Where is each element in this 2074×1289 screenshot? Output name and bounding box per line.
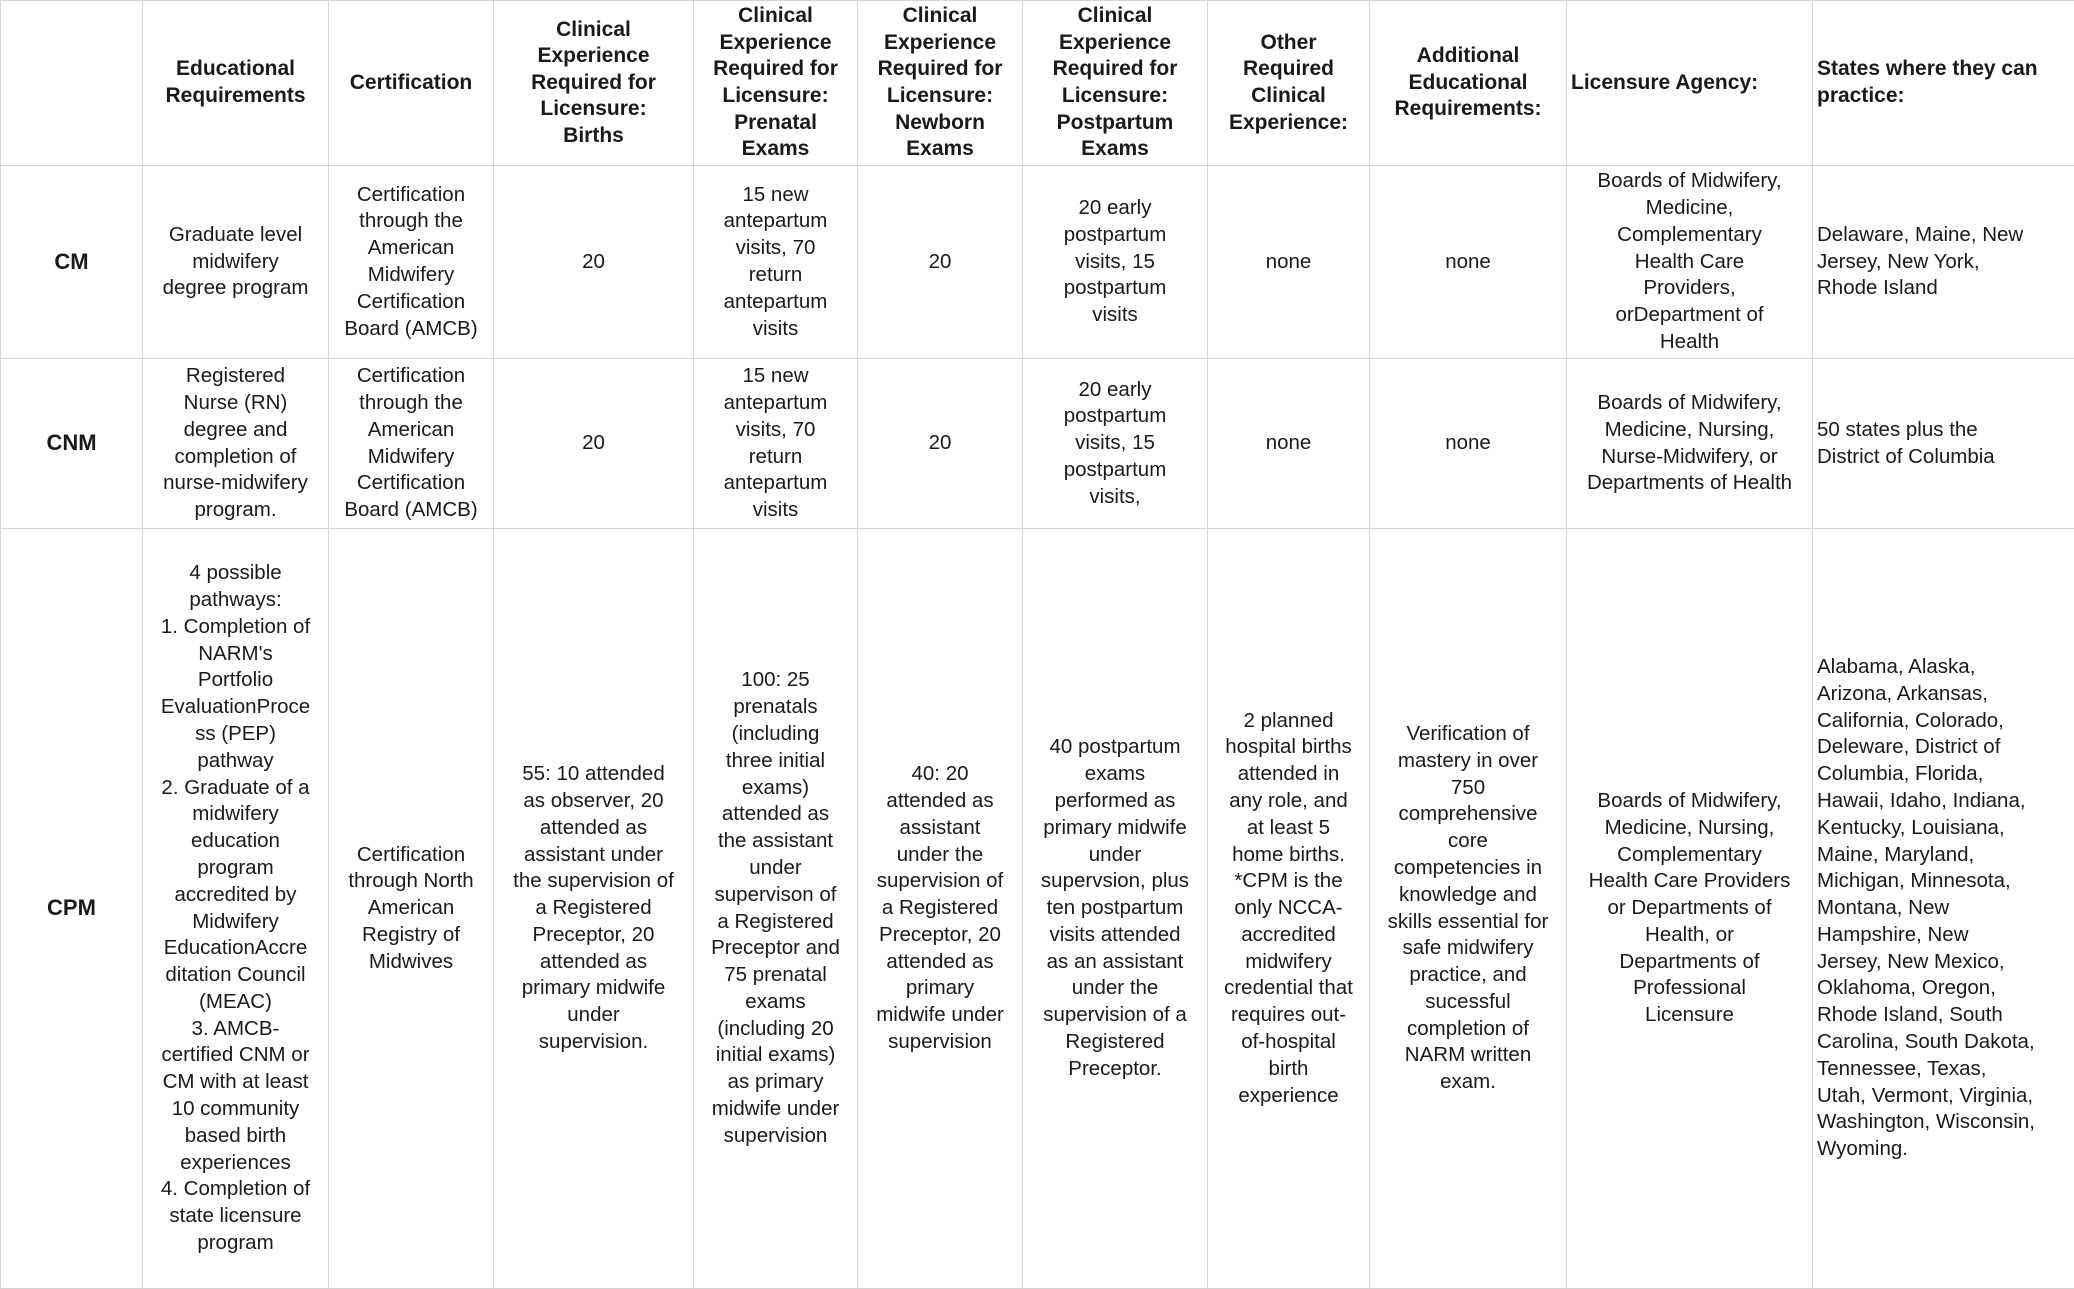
cm-postpartum-cell: 20 early postpartum visits, 15 postpartum visits [1023, 166, 1208, 359]
header-cell-corner [1, 1, 143, 166]
cpm-prenatal-cell: 100: 25 prenatals (including three initial exams) attended as the assistant under supervison of a Registered Preceptor and 75 prenatal exams (including 20 initial exams) as primary midwife under supervision [694, 529, 858, 1289]
cnm-prenatal-cell: 15 new antepartum visits, 70 return antepartum visits [694, 359, 858, 529]
cnm-agency-cell: Boards of Midwifery, Medicine, Nursing, Nurse-Midwifery, or Departments of Health [1567, 359, 1813, 529]
header-newborn-exams: Clinical Experience Required for Licensure: Newborn Exams [858, 1, 1023, 166]
cpm-states-cell: Alabama, Alaska, Arizona, Arkansas, California, Colorado, Deleware, District of Columbia, Florida, Hawaii, Idaho, Indiana, Kentucky, Louisiana, Maine, Maryland, Michigan, Minnesota, Montana, New Hampshire, New Jersey, New Mexico, Oklahoma, Oregon, Rhode Island, South Carolina, South Dakota, Tennessee, Texas, Utah, Vermont, Virginia, Washington, Wisconsin, Wyoming. [1813, 529, 2074, 1289]
cm-certification-cell: Certification through the American Midwifery Certification Board (AMCB) [329, 166, 494, 359]
cm-births-cell: 20 [494, 166, 694, 359]
cpm-additional-cell: Verification of mastery in over 750 comprehensive core competencies in knowledge and skills essential for safe midwifery practice, and sucessful completion of NARM written exam. [1370, 529, 1567, 1289]
header-licensure-agency: Licensure Agency: [1567, 1, 1813, 166]
cpm-postpartum-cell: 40 postpartum exams performed as primary midwife under supervsion, plus ten postpartum visits attended as an assistant under the supervision of a Registered Preceptor. [1023, 529, 1208, 1289]
cnm-states-cell: 50 states plus the District of Columbia [1813, 359, 2074, 529]
header-row [1, 1, 2074, 166]
cnm-certification-cell: Certification through the American Midwifery Certification Board (AMCB) [329, 359, 494, 529]
cnm-newborn-cell: 20 [858, 359, 1023, 529]
table-row-cnm [1, 359, 2074, 529]
row-label-cpm: CPM [1, 529, 143, 1289]
cpm-certification-cell: Certification through North American Registry of Midwives [329, 529, 494, 1289]
cnm-births-cell: 20 [494, 359, 694, 529]
header-postpartum-exams: Clinical Experience Required for Licensure: Postpartum Exams [1023, 1, 1208, 166]
header-prenatal-exams: Clinical Experience Required for Licensure: Prenatal Exams [694, 1, 858, 166]
header-states: States where they can practice: [1813, 1, 2074, 166]
cm-prenatal-cell: 15 new antepartum visits, 70 return antepartum visits [694, 166, 858, 359]
header-other-clinical: Other Required Clinical Experience: [1208, 1, 1370, 166]
cpm-agency-cell: Boards of Midwifery, Medicine, Nursing, Complementary Health Care Providers or Departments of Health, or Departments of Professional Licensure [1567, 529, 1813, 1289]
cm-states-cell: Delaware, Maine, New Jersey, New York, Rhode Island [1813, 166, 2074, 359]
header-additional-educational: Additional Educational Requirements: [1370, 1, 1567, 166]
table-row-cm [1, 166, 2074, 359]
row-label-cm: CM [1, 166, 143, 359]
cm-other-cell: none [1208, 166, 1370, 359]
row-label-cnm: CNM [1, 359, 143, 529]
cnm-postpartum-cell: 20 early postpartum visits, 15 postpartum visits, [1023, 359, 1208, 529]
cnm-educational-cell: Registered Nurse (RN) degree and completion of nurse-midwifery program. [143, 359, 329, 529]
cm-newborn-cell: 20 [858, 166, 1023, 359]
cpm-other-cell: 2 planned hospital births attended in any role, and at least 5 home births. *CPM is the only NCCA- accredited midwifery credential that requires out- of-hospital birth experience [1208, 529, 1370, 1289]
header-births: Clinical Experience Required for Licensure: Births [494, 1, 694, 166]
cnm-additional-cell: none [1370, 359, 1567, 529]
header-certification: Certification [329, 1, 494, 166]
cm-agency-cell: Boards of Midwifery, Medicine, Complementary Health Care Providers, orDepartment of Health [1567, 166, 1813, 359]
cpm-births-cell: 55: 10 attended as observer, 20 attended as assistant under the supervision of a Registered Preceptor, 20 attended as primary midwife under supervision. [494, 529, 694, 1289]
cpm-educational-cell: 4 possible pathways: 1. Completion of NARM's Portfolio EvaluationProce ss (PEP) pathway 2. Graduate of a midwifery education program accredited by Midwifery EducationAccre ditation Council (MEAC) 3. AMCB- certified CNM or CM with at least 10 community based birth experiences 4. Completion of state licensure program [143, 529, 329, 1289]
cm-additional-cell: none [1370, 166, 1567, 359]
cpm-newborn-cell: 40: 20 attended as assistant under the supervision of a Registered Preceptor, 20 attended as primary midwife under supervision [858, 529, 1023, 1289]
cnm-other-cell: none [1208, 359, 1370, 529]
cm-educational-cell: Graduate level midwifery degree program [143, 166, 329, 359]
table-row-cpm [1, 529, 2074, 1289]
header-educational-requirements: Educational Requirements [143, 1, 329, 166]
